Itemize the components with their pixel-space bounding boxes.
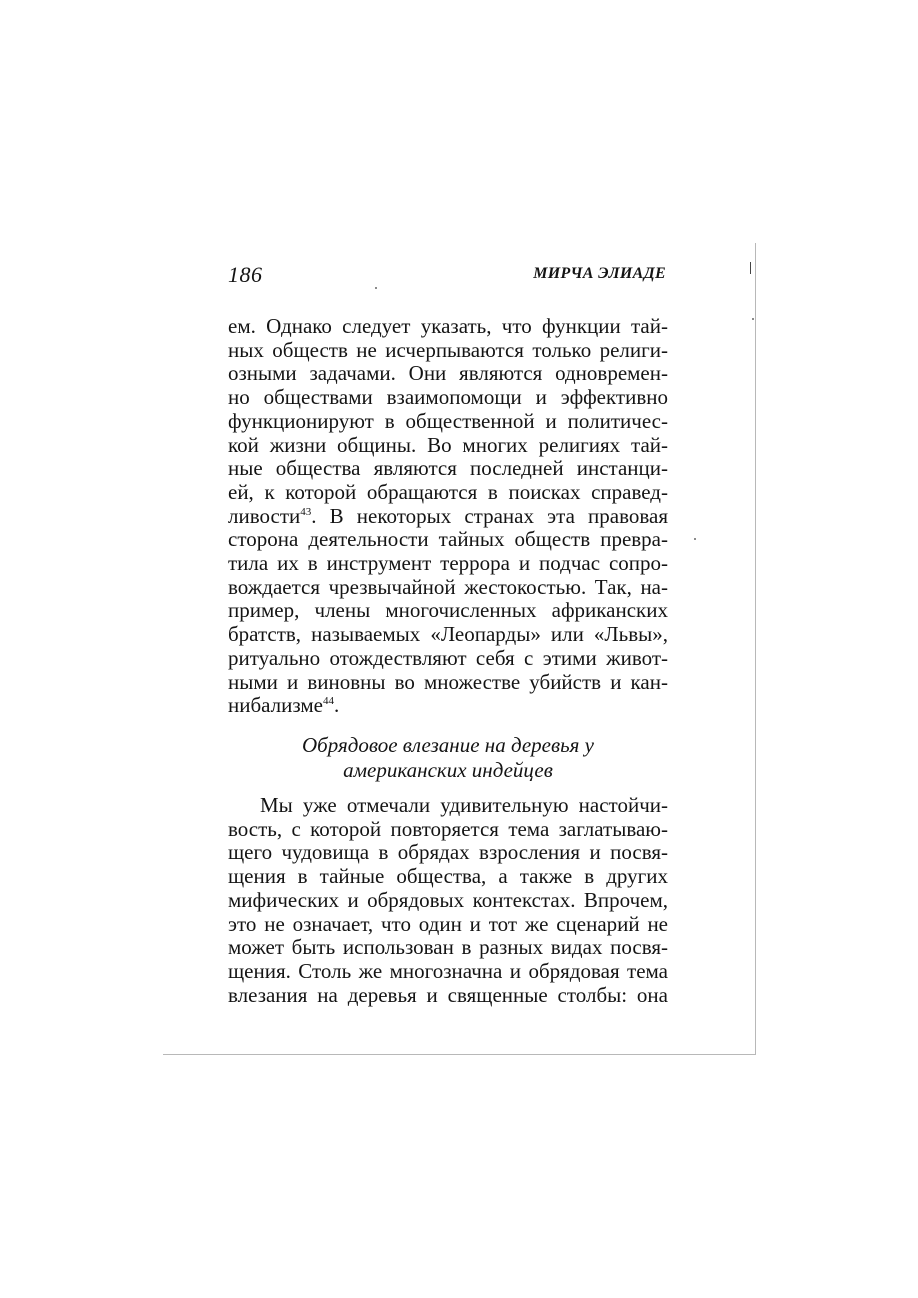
scan-page-edge-bottom <box>163 1054 756 1055</box>
section-heading-line-2: американских индейцев <box>343 758 553 782</box>
text-line: Мы уже отмечали удивительную настойчи- <box>260 793 668 817</box>
text-line: вождается чрезвычайной жестокостью. Так, на- <box>228 574 668 599</box>
text-line: сторона деятельности тайных обществ превра- <box>228 527 668 552</box>
text-line: тила их в инструмент террора и подчас сопро- <box>228 551 668 575</box>
scan-speck <box>752 318 754 320</box>
text-fragment: ливости <box>228 503 301 528</box>
text-fragment: . <box>334 693 340 718</box>
text-line: функционируют в общественной и политичес- <box>228 408 668 433</box>
text-line: щения. Столь же многозначна и обрядовая тема <box>228 958 668 983</box>
text-line: ными и виновны во множестве убийств и кан- <box>228 669 668 694</box>
text-line: вость, с которой повторяется тема заглатываю- <box>228 816 668 841</box>
text-line: озными задачами. Они являются одновремен- <box>228 361 668 386</box>
scan-speck <box>375 287 377 289</box>
text-line: братств, называемых «Леопарды» или «Львы», <box>228 622 668 647</box>
text-line: щения в тайные общества, а также в других <box>228 864 668 889</box>
footnote-ref-44: 44 <box>323 695 334 708</box>
text-line: может быть использован в разных видах посвя- <box>228 935 668 960</box>
scan-mark <box>750 262 751 274</box>
section-heading-line-1: Обрядовое влезание на деревья у <box>302 733 594 757</box>
text-line: ные общества являются последней инстанци- <box>228 456 668 481</box>
text-line-with-footnote <box>228 503 668 529</box>
text-line: но обществами взаимопомощи и эффективно <box>228 385 668 410</box>
footnote-ref-43: 43 <box>300 505 312 518</box>
text-line: это не означает, что один и тот же сценарий не <box>228 911 668 936</box>
text-line: ритуально отождествляют себя с этими живот- <box>228 645 668 670</box>
text-line: мифических и обрядовых контекстах. Впрочем, <box>228 887 668 912</box>
text-fragment: . В некоторых странах эта правовая <box>311 503 668 528</box>
text-line: ем. Однако следует указать, что функции тай- <box>228 314 668 338</box>
text-line-with-footnote <box>228 692 668 718</box>
text-line: ных обществ не исчерпываются только религи- <box>228 337 668 362</box>
scan-speck <box>694 538 696 540</box>
text-line: ей, к которой обращаются в поисках справед- <box>228 479 668 504</box>
running-head: МИРЧА ЭЛИАДЕ <box>533 265 666 282</box>
page-number: 186 <box>228 262 263 287</box>
text-line: пример, члены многочисленных африканских <box>228 598 668 623</box>
text-line: влезания на деревья и священные столбы: она <box>228 982 668 1007</box>
scan-page-edge-right <box>755 243 756 1055</box>
text-line: кой жизни общины. Во многих религиях тай- <box>228 432 668 457</box>
text-line: щего чудовища в обрядах взросления и посвя- <box>228 840 668 865</box>
text-fragment: нибализме <box>228 693 323 718</box>
